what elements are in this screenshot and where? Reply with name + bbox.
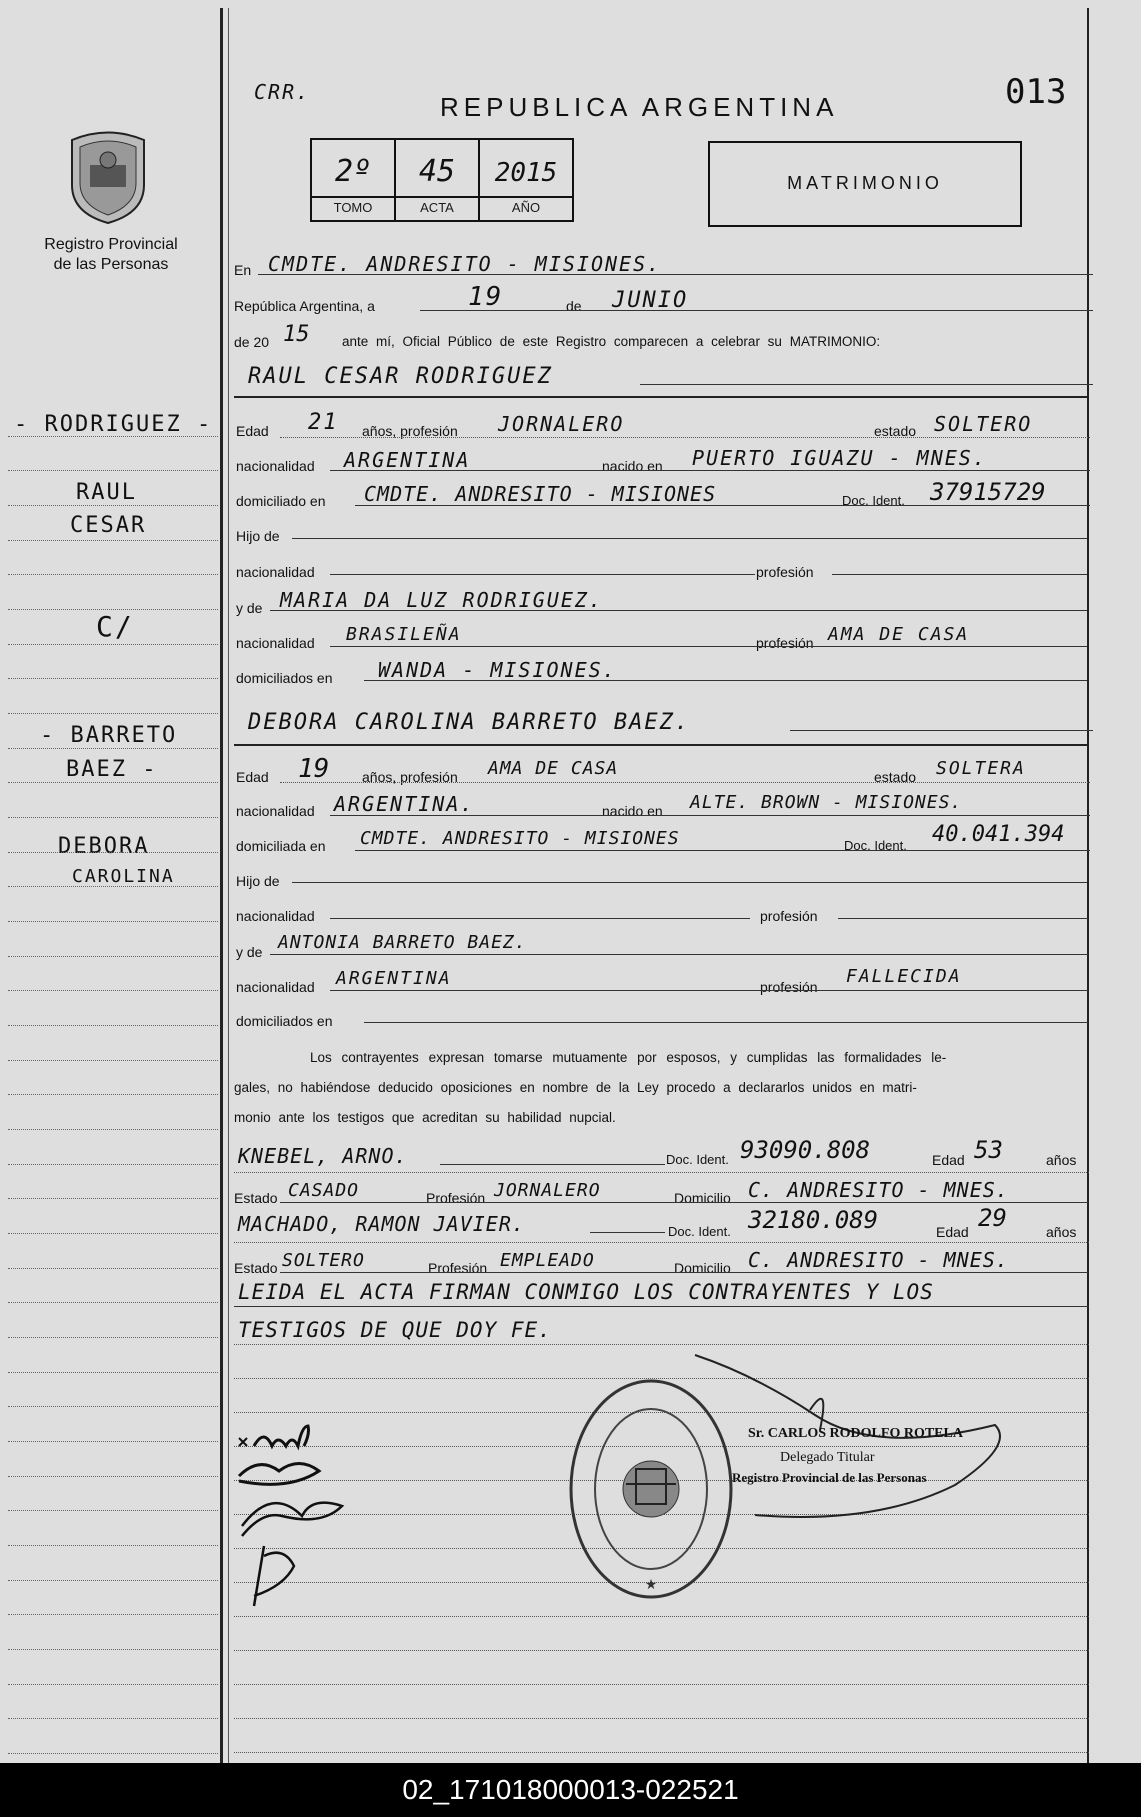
witness-2-estado-label: Estado (234, 1260, 278, 1276)
margin-groom-given-1: RAUL (76, 480, 137, 505)
groom-anos-label: años, profesión (362, 423, 458, 439)
declaration-line-1: Los contrayentes expresan tomarse mutuamente por esposos, y cumplidas las formalidades le- (310, 1050, 947, 1065)
groom-edad: 21 (308, 410, 339, 435)
groom-nacido: PUERTO IGUAZU - MNES. (692, 446, 987, 470)
margin-bride-given-1: DEBORA (58, 834, 150, 859)
groom-domicilio: CMDTE. ANDRESITO - MISIONES (364, 482, 717, 506)
groom-father-prof-label: profesión (756, 564, 814, 580)
witness-1-profesion: JORNALERO (494, 1180, 601, 1201)
groom-nac-label: nacionalidad (236, 458, 315, 474)
bride-full-name: DEBORA CAROLINA BARRETO BAEZ. (248, 710, 691, 735)
anio-box (478, 138, 574, 222)
republica-label: República Argentina, a (234, 298, 375, 314)
witness-2-profesion: EMPLEADO (500, 1250, 595, 1271)
groom-dom-label: domiciliado en (236, 493, 326, 509)
groom-nacido-label: nacido en (602, 458, 663, 474)
bride-mother-prof-label: profesión (760, 979, 818, 995)
declaration-line-2: gales, no habiéndose deducido oposiciones en nombre de la Ley procedo a declararlos unidos en matri- (234, 1080, 917, 1095)
bride-mother: ANTONIA BARRETO BAEZ. (278, 932, 527, 953)
bride-domicilio: CMDTE. ANDRESITO - MISIONES (360, 828, 680, 849)
witness-1-estado: CASADO (288, 1180, 360, 1201)
bride-nacido: ALTE. BROWN - MISIONES. (690, 792, 963, 813)
bride-anos-label: años, profesión (362, 769, 458, 785)
witness-2-edad-label: Edad (936, 1224, 969, 1240)
acta-value: 45 (418, 154, 456, 189)
registry-name-2: de las Personas (53, 256, 169, 273)
bride-nacido-label: nacido en (602, 803, 663, 819)
witness-2-doc-label: Doc. Ident. (668, 1224, 731, 1239)
groom-edad-label: Edad (236, 423, 269, 439)
tomo-value: 2º (334, 154, 372, 189)
bride-mother-nac: ARGENTINA (336, 968, 452, 989)
witness-1-estado-label: Estado (234, 1190, 278, 1206)
witness-2-prof-label: Profesión (428, 1260, 488, 1276)
bride-doc: 40.041.394 (932, 822, 1065, 847)
bride-father-nac-label: nacionalidad (236, 908, 315, 924)
groom-nacionalidad: ARGENTINA (344, 448, 471, 472)
witness-1-prof-label: Profesión (426, 1190, 486, 1206)
closing-line-1: LEIDA EL ACTA FIRMAN CONMIGO LOS CONTRAYENTES Y LOS (238, 1280, 934, 1304)
right-border-line (1087, 8, 1089, 1763)
corner-code: CRR. (254, 80, 311, 104)
bride-estado-label: estado (874, 769, 917, 785)
groom-parents-dom-label: domiciliados en (236, 670, 333, 686)
witness-1-edad: 53 (974, 1136, 1003, 1164)
year-suffix: 15 (283, 322, 310, 347)
registry-name: Registro Provincial (44, 236, 178, 253)
witness-1-doc: 93090.808 (740, 1136, 871, 1164)
groom-mother-nac-label: nacionalidad (236, 635, 315, 651)
groom-estado: SOLTERO (934, 412, 1033, 436)
contrayentes-signatures-icon (234, 1416, 384, 1616)
groom-yde-label: y de (236, 600, 263, 616)
margin-conj: C/ (96, 610, 134, 643)
bride-edad-label: Edad (236, 769, 269, 785)
official-role: Delegado Titular (780, 1450, 875, 1465)
bride-edad: 19 (298, 754, 330, 784)
margin-border-line-inner (228, 8, 229, 1763)
margin-groom-given-2: CESAR (70, 513, 147, 538)
groom-hijo-label: Hijo de (236, 528, 280, 544)
bride-doc-label: Doc. Ident. (844, 838, 907, 853)
acta-box (394, 138, 480, 222)
witness-1-name: KNEBEL, ARNO. (238, 1144, 408, 1168)
witness-1-dom-label: Domicilio (674, 1190, 731, 1206)
tomo-box (310, 138, 396, 222)
groom-estado-label: estado (874, 423, 917, 439)
anio-label: AÑO (480, 196, 572, 215)
witness-1-doc-label: Doc. Ident. (666, 1152, 729, 1167)
witness-1-edad-label: Edad (932, 1152, 965, 1168)
margin-bride-given-2: CAROLINA (72, 866, 175, 887)
folio-number: 013 (1005, 72, 1067, 112)
witness-2-name: MACHADO, RAMON JAVIER. (238, 1212, 525, 1236)
groom-mother: MARIA DA LUZ RODRIGUEZ. (280, 588, 603, 612)
bride-hijo-label: Hijo de (236, 873, 280, 889)
bride-father-prof-label: profesión (760, 908, 818, 924)
ante-text: ante mí, Oficial Público de este Registro comparecen a celebrar su MATRIMONIO: (342, 334, 881, 349)
month: JUNIO (612, 288, 689, 313)
witness-2-doc: 32180.089 (748, 1206, 879, 1234)
bride-dom-label: domiciliada en (236, 838, 326, 854)
tomo-label: TOMO (312, 196, 394, 215)
groom-mother-prof-label: profesión (756, 635, 814, 651)
groom-doc: 37915729 (930, 478, 1046, 506)
registry-logo-icon (62, 125, 154, 225)
act-type: MATRIMONIO (787, 173, 943, 193)
margin-bride-surname-2: BAEZ - (66, 757, 158, 782)
bride-yde-label: y de (236, 944, 263, 960)
groom-mother-nac: BRASILEÑA (346, 624, 462, 645)
groom-full-name: RAUL CESAR RODRIGUEZ (248, 364, 553, 389)
groom-doc-label: Doc. Ident. (842, 493, 905, 508)
year-prefix: de 20 (234, 334, 270, 350)
bride-nacionalidad: ARGENTINA. (334, 792, 475, 816)
margin-groom-surname: - RODRIGUEZ - (14, 412, 213, 437)
svg-text:★: ★ (644, 1576, 658, 1592)
bride-mother-nac-label: nacionalidad (236, 979, 315, 995)
witness-2-dom-label: Domicilio (674, 1260, 731, 1276)
closing-line-2: TESTIGOS DE QUE DOY FE. (238, 1318, 552, 1342)
groom-parents-dom: WANDA - MISIONES. (378, 658, 617, 682)
day: 19 (468, 282, 504, 312)
file-id-footer: 02_171018000013-022521 (0, 1763, 1141, 1817)
witness-2-domicilio: C. ANDRESITO - MNES. (748, 1248, 1009, 1272)
document-title: REPUBLICA ARGENTINA (440, 92, 839, 122)
margin-bride-surname: - BARRETO (40, 723, 178, 748)
official-name: Sr. CARLOS RODOLFO ROTELA (748, 1426, 963, 1441)
acta-label: ACTA (396, 196, 478, 215)
anio-value: 2015 (494, 158, 558, 188)
witness-2-anos-label: años (1046, 1224, 1077, 1240)
groom-profesion: JORNALERO (498, 412, 625, 436)
act-type-box (708, 141, 1022, 227)
groom-father-nac-label: nacionalidad (236, 564, 315, 580)
bride-estado: SOLTERA (936, 758, 1026, 779)
en-label: En (234, 262, 252, 278)
de-label: de (566, 298, 582, 314)
witness-1-domicilio: C. ANDRESITO - MNES. (748, 1178, 1009, 1202)
official-office: Registro Provincial de las Personas (732, 1470, 927, 1485)
bride-profesion: AMA DE CASA (488, 758, 619, 779)
witness-2-edad: 29 (978, 1204, 1007, 1232)
bride-nac-label: nacionalidad (236, 803, 315, 819)
bride-parents-dom-label: domiciliados en (236, 1013, 333, 1029)
bride-mother-prof: FALLECIDA (846, 966, 962, 987)
place: CMDTE. ANDRESITO - MISIONES. (268, 252, 662, 276)
declaration-line-3: monio ante los testigos que acreditan su habilidad nupcial. (234, 1110, 616, 1125)
groom-mother-prof: AMA DE CASA (828, 624, 970, 645)
witness-1-anos-label: años (1046, 1152, 1077, 1168)
witness-2-estado: SOLTERO (282, 1250, 365, 1271)
